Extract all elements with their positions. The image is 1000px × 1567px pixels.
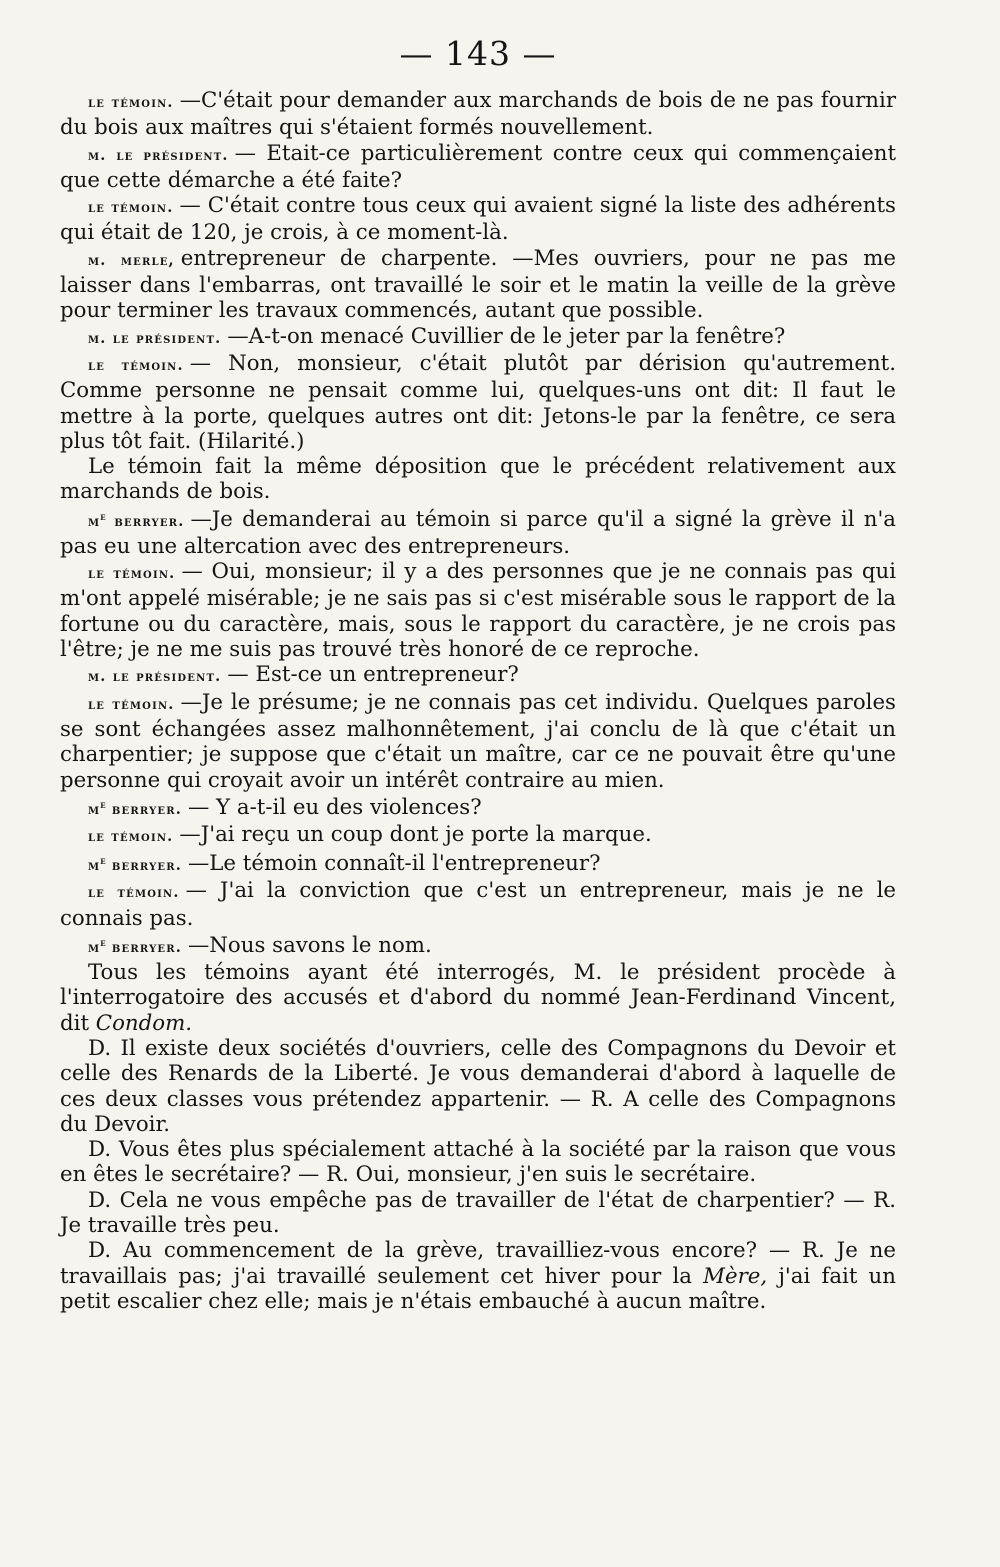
speaker-superscript: e [100,799,106,811]
speaker-label: le témoin. [88,356,184,374]
speaker-label [88,801,182,818]
paragraph [60,822,896,849]
paragraph [60,505,896,559]
speaker-superscript: e [100,856,106,868]
speaker-name: berryer. [111,800,182,818]
speaker-label: m. le président. [88,668,222,686]
paragraph-text: —C'était pour demander aux marchands de bois de ne pas fournir du bois aux maîtres qui s'étaient formés nouvellement. [60,88,896,141]
speaker-name: berryer. [114,512,185,530]
speaker-label: le témoin. [88,94,174,111]
speaker-label: le témoin. [88,199,174,217]
paragraph-text: —Nous savons le nom. [187,932,432,958]
speaker-prefix: m [88,857,101,875]
paragraph [60,960,896,1036]
book-page [60,34,896,1534]
paragraph [60,793,896,822]
paragraph [60,690,896,793]
speaker-prefix: m [88,800,101,818]
paragraph-text: —A-t-on menacé Cuvillier de le jeter par la fenêtre? [227,323,786,349]
speaker-name: berryer. [111,938,182,956]
page-number: — 143 — [399,34,557,73]
speaker-label [88,857,182,874]
speaker-label [88,513,184,530]
paragraph-text: —Je le présume; je ne connais pas cet individu. Quelques paroles se sont échangées assez malhonnêtement, j'ai conclu de là que c'était un charpentier; je suppose que c'était un maître, car ce ne pouvait être qu'une personne qui croyait avoir un intérêt contraire au mien. [60,689,896,793]
paragraph [60,1238,896,1314]
paragraph-text: — C'était contre tous ceux qui avaient signé la liste des adhérents qui était de 120, je crois, à ce moment-là. [60,193,896,246]
speaker-label: m. le président. [88,329,222,347]
paragraph [60,931,896,960]
paragraph [60,141,896,194]
paragraph [60,849,896,878]
speaker-label: m. merle, [88,251,175,269]
paragraph-text-after: j'ai fait un petit escalier chez elle; mais je n'étais embauché à aucun maître. [60,1263,896,1314]
speaker-label: le témoin. [88,827,174,845]
paragraph-text: — Oui, monsieur; il y a des personnes que je ne connais pas qui m'ont appelé misérable; je ne sais pas si c'est misérable sous le rapport de la fortune ou du caractère, mais, sous le rapport du caractère, je ne crois pas l'être; je ne me suis pas trouvé très honoré de ce reproche. [60,559,897,663]
paragraph-text: entrepreneur de charpente. —Mes ouvriers, pour ne pas me laisser dans l'embarras, ont travaillé le soir et le matin la veille de la grève pour terminer les travaux commencés, autant que possible. [60,245,896,324]
speaker-label: m. le président. [88,146,229,164]
paragraph-text: — Y a-t-il eu des violences? [187,794,482,820]
paragraph [60,662,896,689]
speaker-label: le témoin. [88,884,180,902]
paragraph-text: —J'ai reçu un coup dont je porte la marque. [179,821,652,847]
paragraph-text: — Etait-ce particulièrement contre ceux qui commençaient que cette démarche a été faite? [60,140,896,193]
speaker-name: berryer. [111,857,182,875]
speaker-label [88,939,182,956]
paragraph [60,878,896,931]
speaker-superscript: e [100,937,106,949]
paragraph-text: — Est-ce un entrepreneur? [227,662,519,688]
speaker-label: le témoin. [88,695,175,713]
paragraph-text: D. Cela ne vous empêche pas de travailler de l'état de charpentier? — R. Je travaille très peu. [60,1187,896,1239]
italic-name: Condom. [95,1010,193,1036]
speaker-prefix: m [88,512,101,530]
paragraph-text: —Je demanderai au témoin si parce qu'il a signé la grève il n'a pas eu une altercation avec des entrepreneurs. [60,506,897,559]
page-body [60,88,896,1314]
speaker-label: le témoin. [88,565,176,583]
paragraph-text: Tous les témoins ayant été interrogés, M. le président procède à l'interrogatoire des accusés et d'abord du nommé Jean-Ferdinand Vincent, dit [60,960,896,1036]
paragraph-text: D. Vous êtes plus spécialement attaché à la société par la raison que vous en êtes le secrétaire? — R. Oui, monsieur, j'en suis le secrétaire. [60,1137,896,1188]
paragraph-text: D. Il existe deux sociétés d'ouvriers, celle des Compagnons du Devoir et celle des Renards de la Liberté. Je vous demanderai d'abord à laquelle de ces deux classes vous prétendez appartenir. — R. A celle des Compagnons du Devoir. [60,1036,896,1137]
paragraph [60,246,896,324]
paragraph [60,88,896,141]
paragraph [60,454,896,505]
speaker-superscript: e [100,511,106,523]
paragraph [60,559,896,662]
paragraph [60,1188,896,1239]
paragraph-text: Le témoin fait la même déposition que le précédent relativement aux marchands de bois. [60,454,896,505]
italic-word: Mère, [703,1263,768,1289]
paragraph-text: —Le témoin connaît-il l'entrepreneur? [187,851,601,877]
speaker-prefix: m [88,938,101,956]
paragraph [60,1036,896,1137]
paragraph-text: — J'ai la conviction que c'est un entrepreneur, mais je ne le connais pas. [60,878,896,931]
paragraph-text: — Non, monsieur, c'était plutôt par dérision qu'autrement. Comme personne ne pensait comme lui, quelques-uns ont dit: Il faut le mettre à la porte, quelques autres ont dit: Jetons-le par la fenêtre, ce sera plus tôt fait. (Hilarité.) [60,350,896,454]
paragraph-text: D. Au commencement de la grève, travailliez-vous encore? — R. Je ne travaillais pas; j'ai travaillé seulement cet hiver pour la [60,1238,896,1289]
paragraph [60,193,896,246]
paragraph [60,351,896,454]
paragraph [60,1137,896,1188]
paragraph [60,324,896,351]
